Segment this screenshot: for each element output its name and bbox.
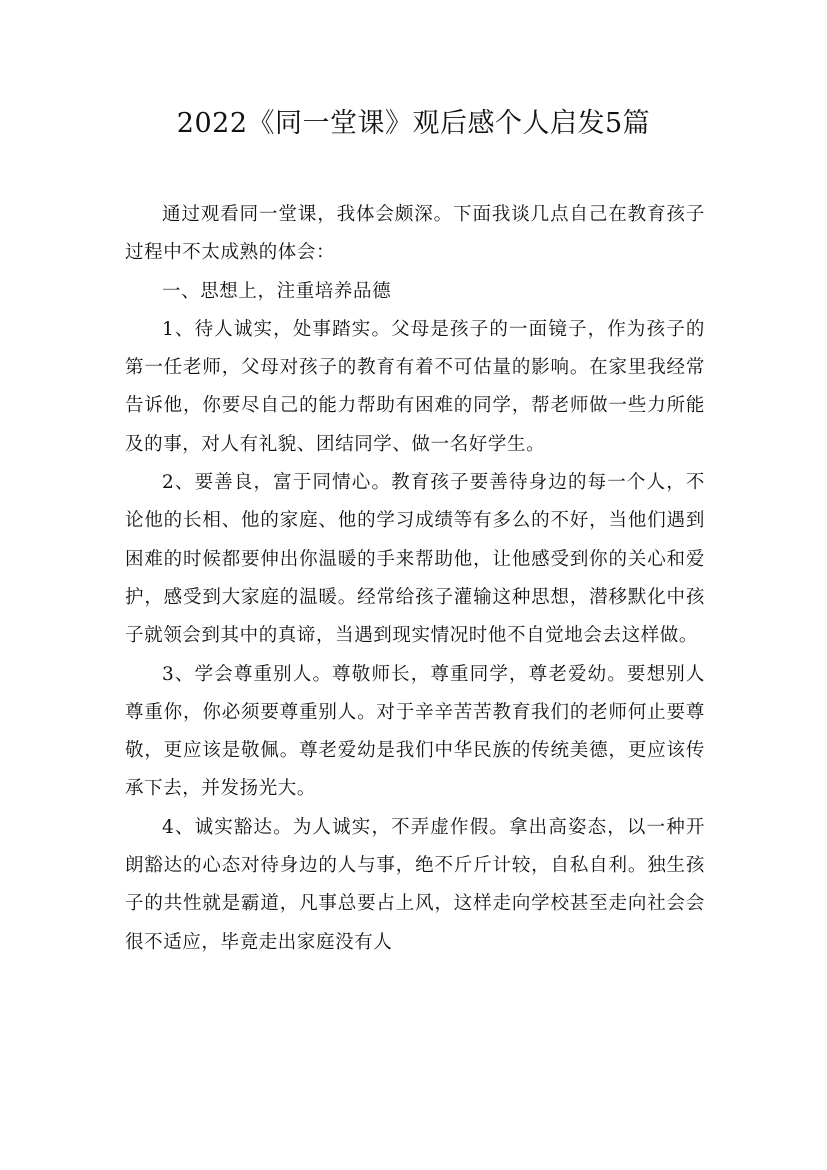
paragraph-point-3: 3、学会尊重别人。尊敬师长，尊重同学，尊老爱幼。要想别人尊重你，你必须要尊重别人。对于辛辛苦苦教育我们的老师何止要尊敬，更应该是敬佩。尊老爱幼是我们中华民族的传统美德，更应该传承下去，并发扬光大。 — [125, 663, 705, 800]
paragraph-point-4: 4、诚实豁达。为人诚实，不弄虚作假。拿出高姿态，以一种开朗豁达的心态对待身边的人与事，绝不斤斤计较，自私自利。独生孩子的共性就是霸道，凡事总要占上风，这样走向学校甚至走向社会会很不适应，毕竟走出家庭没有人 — [125, 816, 705, 953]
paragraph-point-2: 2、要善良，富于同情心。教育孩子要善待身边的每一个人，不论他的长相、他的家庭、他的学习成绩等有多么的不好，当他们遇到困难的时候都要伸出你温暖的手来帮助他，让他感受到你的关心和爱护，感受到大家庭的温暖。经常给孩子灌输这种思想，潜移默化中孩子就领会到其中的真谛，当遇到现实情况时他不自觉地会去这样做。 — [125, 472, 705, 647]
paragraph-intro: 通过观看同一堂课，我体会颇深。下面我谈几点自己在教育孩子过程中不太成熟的体会： — [125, 204, 705, 264]
document-title: 2022《同一堂课》观后感个人启发5篇 — [176, 108, 651, 139]
document-body — [125, 196, 705, 962]
paragraph-section-heading: 一、思想上，注重培养品德 — [162, 280, 392, 302]
paragraph-point-1: 1、待人诚实，处事踏实。父母是孩子的一面镜子，作为孩子的第一任老师，父母对孩子的教育有着不可估量的影响。在家里我经常告诉他，你要尽自己的能力帮助有困难的同学，帮老师做一些力所能及的事，对人有礼貌、团结同学、做一名好学生。 — [125, 318, 705, 455]
